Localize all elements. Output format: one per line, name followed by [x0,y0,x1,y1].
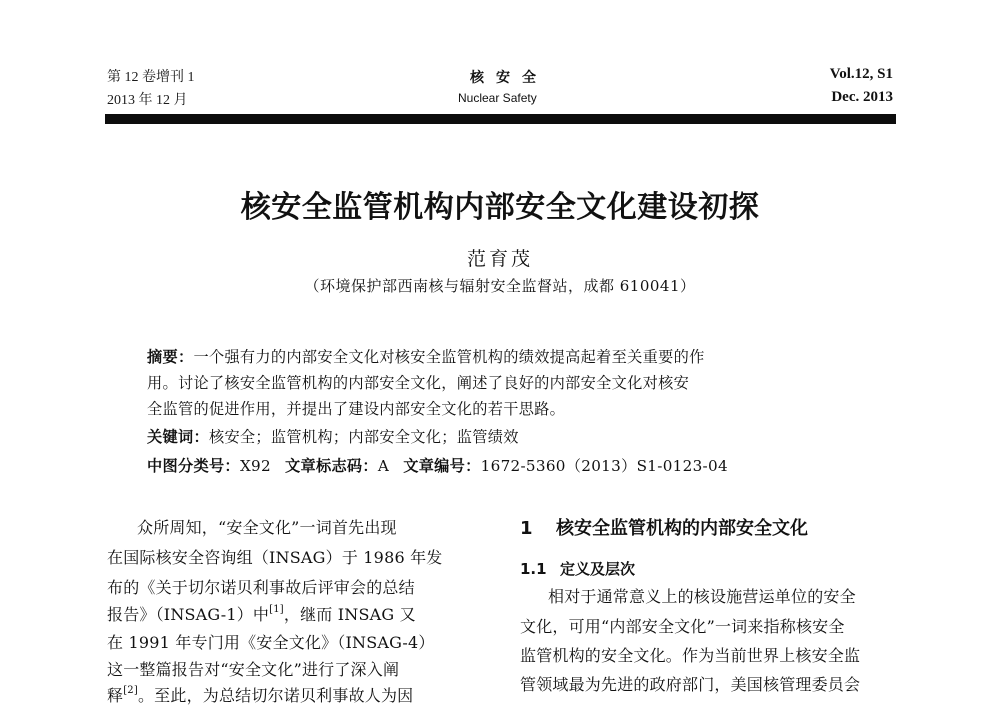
article-no-label: 文章编号： [403,457,481,475]
section-title: 定义及层次 [560,560,636,578]
header-date-cn: 2013 年 12 月 [107,93,188,108]
doc-code-value: A [377,457,390,475]
left-body-line: 在 1991 年专门用《安全文化》（INSAG-4） [107,633,435,652]
right-body-line: 相对于通常意义上的核设施营运单位的安全 [548,587,856,606]
header-date-en: Dec. 2013 [831,89,893,105]
abstract-text: 一个强有力的内部安全文化对核安全监管机构的绩效提高起着至关重要的作 [193,348,705,366]
article-author: 范育茂 [466,248,533,270]
left-body-line: 这一整篇报告对“安全文化”进行了深入阐 [107,660,400,679]
classification-line [147,455,728,476]
keywords-line [147,426,519,447]
section-title: 核安全监管机构的内部安全文化 [556,518,808,539]
right-body-line: 监管机构的安全文化。作为当前世界上核安全监 [520,646,861,665]
section-number: 1 [520,518,533,539]
header-journal-en: Nuclear Safety [458,91,537,105]
header-volume-cn: 第 12 卷增刊 1 [107,70,195,85]
left-body-text: 报告》（INSAG-1）中 [107,605,270,624]
clc-label: 中图分类号： [147,457,240,475]
left-body-text: 释 [107,686,124,705]
section-1-1-heading [520,558,635,579]
left-body-line: 在国际核安全咨询组（INSAG）于 1986 年发 [107,548,443,567]
header-rule [105,114,896,124]
section-number: 1.1 [520,560,547,578]
header-volume-en: Vol.12, S1 [829,66,893,82]
doc-code-label: 文章标志码： [284,457,378,475]
article-no-value: 1672-5360（2013）S1-0123-04 [480,457,728,475]
section-1-heading [520,514,808,540]
keywords-label: 关键词： [147,428,209,446]
clc-value: X92 [239,457,271,475]
article-title: 核安全监管机构内部安全文化建设初探 [240,190,760,225]
left-body-line [107,602,416,625]
left-body-text: ，继而 INSAG 又 [283,605,416,624]
left-body-line [107,683,413,706]
citation-ref: [2] [123,685,138,696]
abstract-line: 全监管的促进作用，并提出了建设内部安全文化的若干思路。 [147,400,566,418]
keywords-value: 核安全；监管机构；内部安全文化；监管绩效 [208,428,519,446]
abstract-label: 摘要： [147,348,194,366]
article-affiliation: （环境保护部西南核与辐射安全监督站，成都 610041） [304,277,696,295]
abstract-line: 用。讨论了核安全监管机构的内部安全文化，阐述了良好的内部安全文化对核安 [147,374,690,392]
abstract-line [147,346,705,367]
right-body-line: 管领域最为先进的政府部门，美国核管理委员会 [520,675,861,694]
left-body-line: 众所周知，“安全文化”一词首先出现 [137,518,397,537]
left-body-text: 。至此，为总结切尔诺贝利事故人为因 [137,686,414,705]
left-body-line: 布的《关于切尔诺贝利事故后评审会的总结 [107,578,415,597]
header-journal-cn: 核安全 [470,70,548,86]
citation-ref: [1] [269,604,284,615]
right-body-line: 文化，可用“内部安全文化”一词来指称核安全 [520,617,845,636]
